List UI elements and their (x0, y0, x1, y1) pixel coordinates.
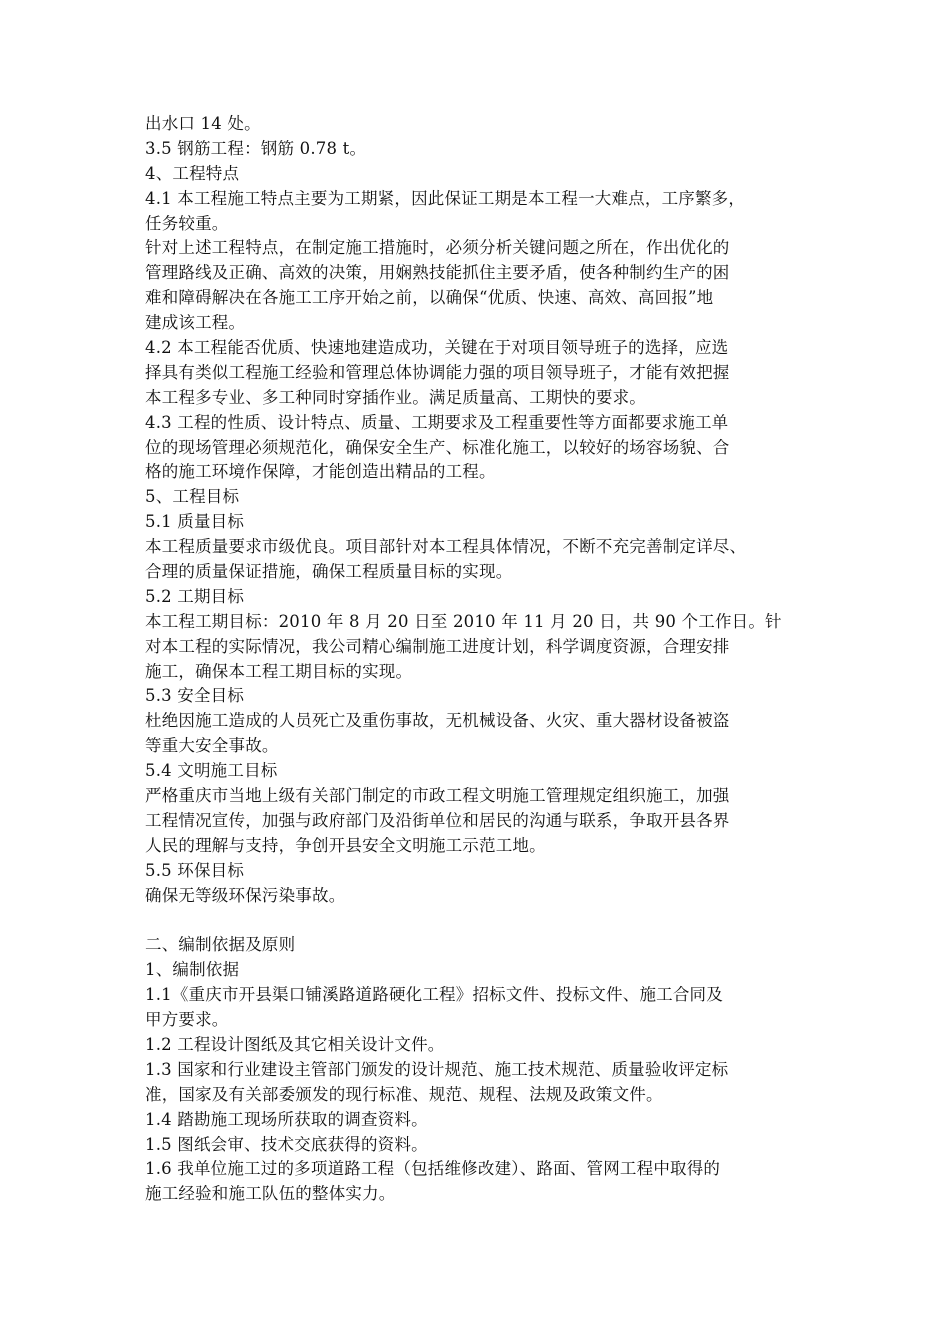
text-line: 等重大安全事故。 (145, 736, 279, 756)
text-line: 任务较重。 (145, 213, 229, 233)
text-line: 出水口 14 处。 (145, 114, 261, 133)
text-line: 本工程多专业、多工种同时穿插作业。满足质量高、工期快的要求。 (145, 387, 646, 407)
text-line: 难和障碍解决在各施工工序开始之前，以确保“优质、快速、高效、高回报”地 (145, 288, 714, 308)
text-line: 确保无等级环保污染事故。 (145, 885, 346, 905)
text-line: 施工，确保本工程工期目标的实现。 (145, 661, 413, 681)
document-page (145, 112, 810, 1207)
text-line: 3.5 钢筋工程：钢筋 0.78 t。 (145, 138, 367, 158)
chapter-heading: 二、编制依据及原则 (145, 935, 296, 955)
subsection-heading: 5.1 质量目标 (145, 512, 245, 532)
text-line: 4.2 本工程能否优质、快速地建造成功，关键在于对项目领导班子的选择，应选 (145, 338, 729, 358)
text-line: 1.6 我单位施工过的多项道路工程（包括维修改建）、路面、管网工程中取得的 (145, 1159, 721, 1179)
subsection-heading: 5.4 文明施工目标 (145, 761, 278, 781)
text-line: 针对上述工程特点，在制定施工措施时，必须分析关键问题之所在，作出优化的 (145, 238, 730, 258)
text-line: 甲方要求。 (145, 1010, 229, 1030)
text-line: 对本工程的实际情况，我公司精心编制施工进度计划，科学调度资源，合理安排 (145, 636, 730, 656)
text-line: 1.4 踏勘施工现场所获取的调查资料。 (145, 1109, 428, 1129)
subsection-heading: 5.2 工期目标 (145, 586, 245, 606)
subsection-heading: 5.5 环保目标 (145, 860, 245, 880)
text-line: 合理的质量保证措施，确保工程质量目标的实现。 (145, 562, 513, 582)
text-line: 1.2 工程设计图纸及其它相关设计文件。 (145, 1034, 445, 1054)
text-line: 4.3 工程的性质、设计特点、质量、工期要求及工程重要性等方面都要求施工单 (145, 412, 729, 432)
text-line: 4.1 本工程施工特点主要为工期紧，因此保证工期是本工程一大难点，工序繁多， (145, 188, 746, 208)
text-line: 管理路线及正确、高效的决策，用娴熟技能抓住主要矛盾，使各种制约生产的困 (145, 263, 730, 283)
section-heading: 5、工程目标 (145, 487, 240, 507)
blank-line (145, 909, 810, 934)
section-heading: 4、工程特点 (145, 163, 240, 183)
text-line: 1.1《重庆市开县渠口铺溪路道路硬化工程》招标文件、投标文件、施工合同及 (145, 985, 723, 1005)
text-line: 施工经验和施工队伍的整体实力。 (145, 1184, 396, 1204)
text-line: 本工程工期目标：2010 年 8 月 20 日至 2010 年 11 月 20 日，共 90 个工作日。针 (145, 611, 782, 631)
text-line: 择具有类似工程施工经验和管理总体协调能力强的项目领导班子，才能有效把握 (145, 362, 730, 382)
text-line: 杜绝因施工造成的人员死亡及重伤事故，无机械设备、火灾、重大器材设备被盗 (145, 711, 730, 731)
subsection-heading: 5.3 安全目标 (145, 686, 245, 706)
text-line: 格的施工环境作保障，才能创造出精品的工程。 (145, 462, 496, 482)
text-line: 建成该工程。 (145, 313, 246, 333)
section-heading: 1、编制依据 (145, 960, 240, 980)
text-line: 工程情况宣传，加强与政府部门及沿街单位和居民的沟通与联系，争取开县各界 (145, 810, 730, 830)
text-line: 人民的理解与支持，争创开县安全文明施工示范工地。 (145, 835, 546, 855)
text-line: 准，国家及有关部委颁发的现行标准、规范、规程、法规及政策文件。 (145, 1084, 663, 1104)
text-line: 本工程质量要求市级优良。项目部针对本工程具体情况，不断不充完善制定详尽、 (145, 537, 747, 557)
text-line: 位的现场管理必须规范化，确保安全生产、标准化施工，以较好的场容场貌、合 (145, 437, 730, 457)
text-line: 1.3 国家和行业建设主管部门颁发的设计规范、施工技术规范、质量验收评定标 (145, 1059, 729, 1079)
text-line: 严格重庆市当地上级有关部门制定的市政工程文明施工管理规定组织施工，加强 (145, 786, 730, 806)
text-line: 1.5 图纸会审、技术交底获得的资料。 (145, 1134, 428, 1154)
